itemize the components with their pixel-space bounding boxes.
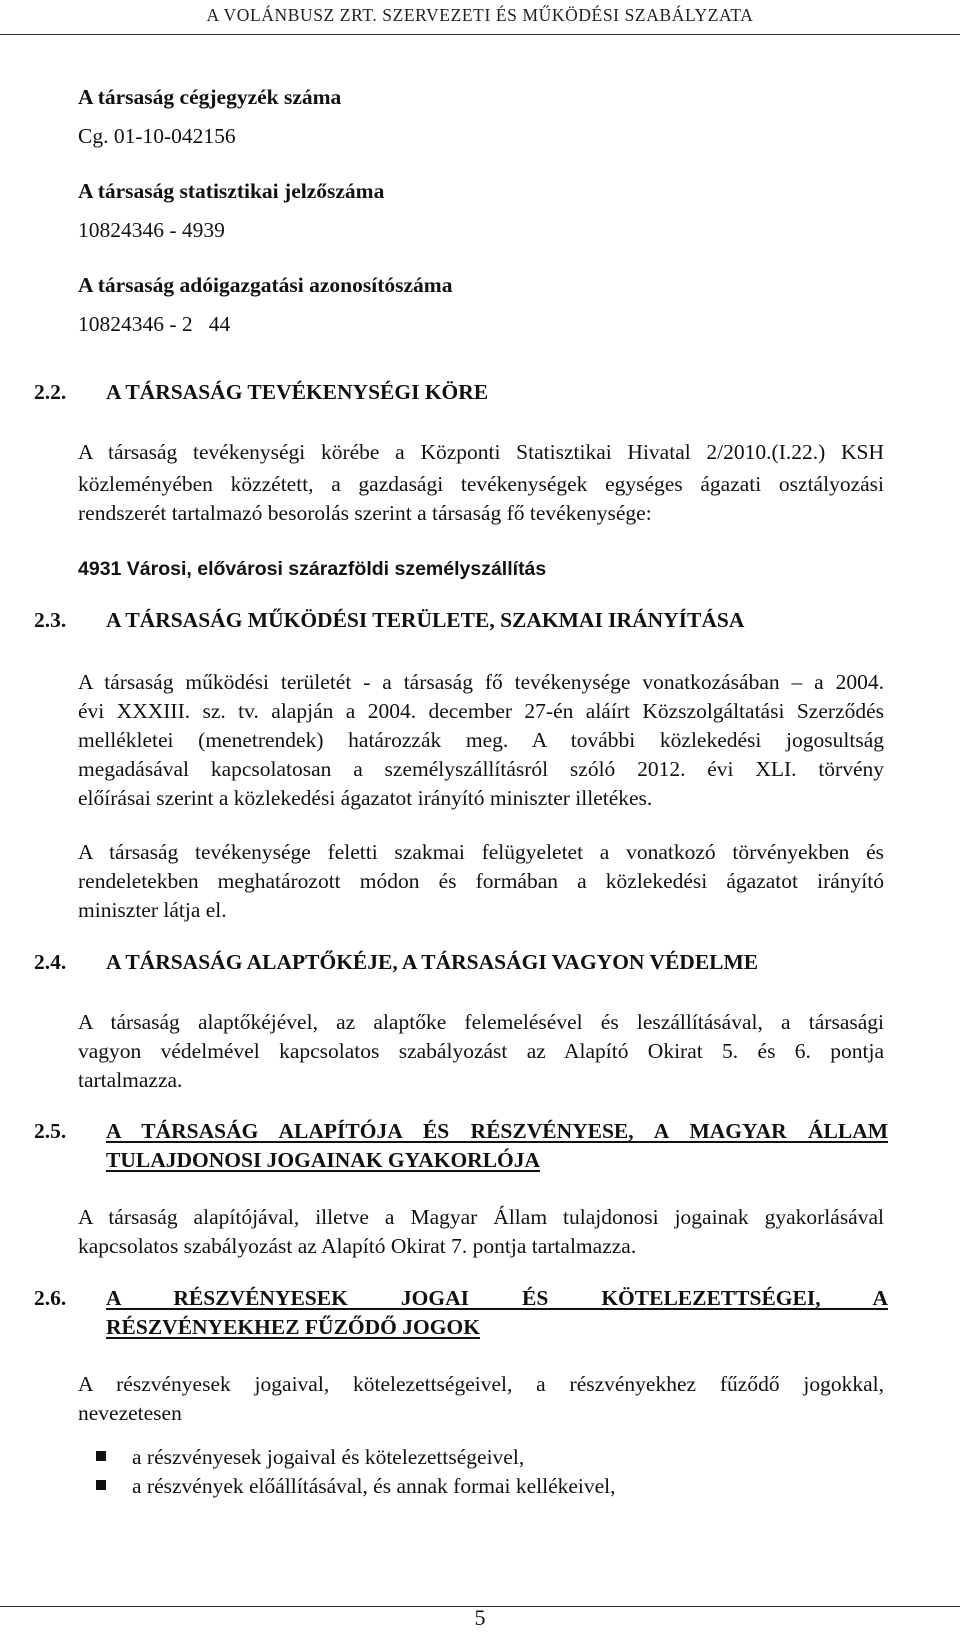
section-title-2-4: A TÁRSASÁG ALAPTŐKÉJE, A TÁRSASÁGI VAGYON VÉDELME — [106, 950, 759, 974]
page-number: 5 — [474, 1605, 486, 1630]
section-2-4-line-1: A társaság alaptőkéjével, az alaptőke felemelésével és leszállításával, a társasági — [78, 1010, 884, 1034]
bullet-icon — [96, 1480, 106, 1490]
section-title-2-2: A TÁRSASÁG TEVÉKENYSÉGI KÖRE — [106, 380, 489, 404]
registry-value-tax-id: 10824346 - 2 44 — [78, 312, 231, 336]
registry-label-tax-id: A társaság adóigazgatási azonosítószáma — [78, 273, 453, 297]
bullet-icon — [96, 1451, 106, 1461]
section-2-6-line-1: A részvényesek jogaival, kötelezettségeivel, a részvényekhez fűződő jogokkal, — [78, 1372, 884, 1396]
registry-value-stat-code: 10824346 - 4939 — [78, 218, 225, 242]
section-2-5-line-1: A társaság alapítójával, illetve a Magyar Állam tulajdonosi jogainak gyakorlásával — [78, 1205, 884, 1229]
section-2-3-p1-line-2: évi XXXIII. sz. tv. alapján a 2004. december 27-én aláírt Közszolgáltatási Szerződés — [78, 699, 884, 723]
section-title-2-3: A TÁRSASÁG MŰKÖDÉSI TERÜLETE, SZAKMAI IRÁNYÍTÁSA — [106, 608, 745, 632]
section-number-2-6: 2.6. — [34, 1286, 67, 1310]
section-2-4-line-3: tartalmazza. — [78, 1068, 183, 1092]
document-header — [0, 0, 960, 38]
section-title-2-6-line-2: RÉSZVÉNYEKHEZ FŰZŐDŐ JOGOK — [106, 1315, 480, 1339]
section-2-2-line-2: közleményében közzétett, a gazdasági tevékenységek egységes ágazati osztályozási — [78, 472, 884, 496]
section-title-2-5-line-1: A TÁRSASÁG ALAPÍTÓJA ÉS RÉSZVÉNYESE, A MAGYAR ÁLLAM — [106, 1119, 888, 1143]
bullet-item-1: a részvényesek jogaival és kötelezettségeivel, — [132, 1445, 525, 1469]
section-2-3-p2-line-2: rendeletekben meghatározott módon és formában a közlekedési ágazatot irányító — [78, 869, 884, 893]
header-title: A VOLÁNBUSZ ZRT. SZERVEZETI ÉS MŰKÖDÉSI SZABÁLYZATA — [206, 5, 754, 25]
section-2-3-p1-line-4: megadásával kapcsolatosan a személyszállításról szóló 2012. évi XLI. törvény — [78, 757, 884, 781]
section-2-3-p1-line-3: mellékletei (menetrendek) határozzák meg. A további közlekedési jogosultság — [78, 728, 884, 752]
section-number-2-5: 2.5. — [34, 1119, 67, 1143]
section-number-2-4: 2.4. — [34, 950, 67, 974]
section-2-6-line-2: nevezetesen — [78, 1401, 182, 1425]
section-number-2-2: 2.2. — [34, 380, 67, 404]
section-2-3-p2-line-3: miniszter látja el. — [78, 898, 227, 922]
main-activity: 4931 Városi, elővárosi szárazföldi személyszállítás — [78, 558, 547, 580]
section-2-2-line-3: rendszerét tartalmazó besorolás szerint a társaság fő tevékenysége: — [78, 501, 652, 525]
section-2-3-p1-line-1: A társaság működési területét - a társaság fő tevékenysége vonatkozásában – a 2004. — [78, 670, 884, 694]
section-2-3-p2-line-1: A társaság tevékenysége feletti szakmai felügyeletet a vonatkozó törvényekben és — [78, 840, 884, 864]
registry-label-company-number: A társaság cégjegyzék száma — [78, 85, 342, 109]
section-2-4-line-2: vagyon védelmével kapcsolatos szabályozást az Alapító Okirat 5. és 6. pontja — [78, 1039, 884, 1063]
section-number-2-3: 2.3. — [34, 608, 67, 632]
section-2-5-line-2: kapcsolatos szabályozást az Alapító Okirat 7. pontja tartalmazza. — [78, 1234, 637, 1258]
registry-label-stat-code: A társaság statisztikai jelzőszáma — [78, 179, 385, 203]
section-title-2-5-line-2: TULAJDONOSI JOGAINAK GYAKORLÓJA — [106, 1148, 541, 1172]
header-divider — [0, 34, 960, 35]
bullet-item-2: a részvények előállításával, és annak formai kellékeivel, — [132, 1474, 616, 1498]
section-2-2-line-1: A társaság tevékenységi körébe a Központi Statisztikai Hivatal 2/2010.(I.22.) KSH — [78, 440, 884, 464]
section-title-2-6-line-1: A RÉSZVÉNYESEK JOGAI ÉS KÖTELEZETTSÉGEI, A — [106, 1286, 888, 1310]
section-2-3-p1-line-5: előírásai szerint a közlekedési ágazatot irányító miniszter illetékes. — [78, 786, 653, 810]
registry-value-company-number: Cg. 01-10-042156 — [78, 124, 236, 148]
